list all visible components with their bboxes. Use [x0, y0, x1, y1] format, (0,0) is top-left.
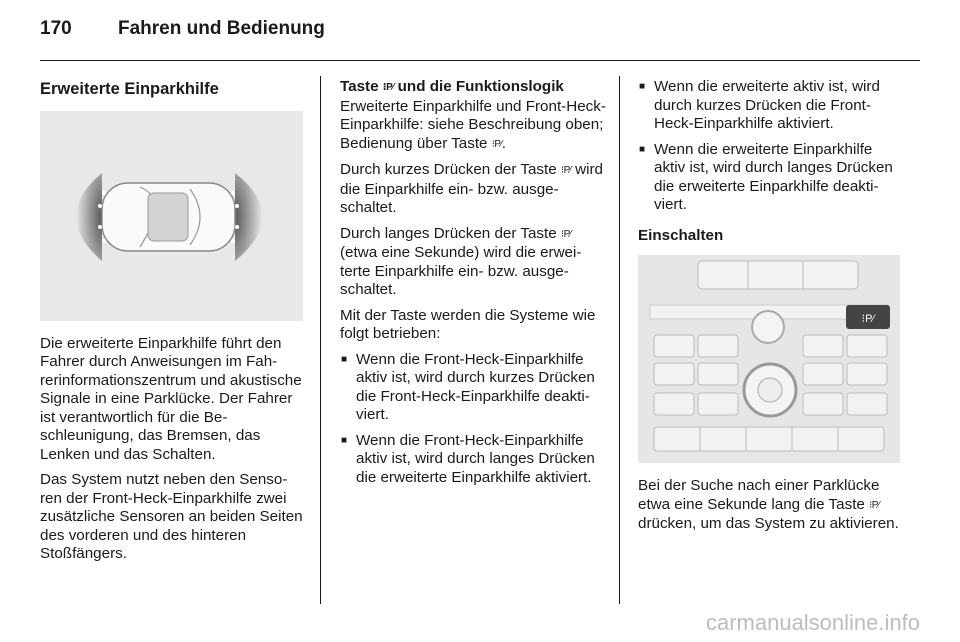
car-top-view-icon: [40, 111, 303, 321]
paragraph: Durch langes Drücken der Taste ⁝P⁄ (etwa eine Sekunde) wird die erweiterte Einparkhilfe ein- bzw. ausgeschaltet.: [340, 224, 582, 298]
paragraph: Mit der Taste werden die Systeme wie folgt betrieben:: [340, 306, 596, 342]
park-assist-icon: ⁝P⁄: [560, 165, 571, 176]
column-2: [340, 78, 606, 494]
header-rule: [40, 60, 920, 61]
subsection-title: Einschalten: [638, 226, 724, 244]
page-number: 170: [40, 18, 72, 39]
column-3: [638, 78, 904, 541]
paragraph: Das System nutzt neben den Sensoren der Front-Heck-Einparkhilfe zwei zusätzliche Sensoren an beiden Seiten des vorderen und des hinteren Stoßfängers.: [40, 471, 303, 562]
column-divider-2: [619, 76, 620, 604]
car-sensor-illustration: [40, 111, 303, 321]
paragraph: Bei der Suche nach einer Parklücke etwa eine Sekunde lang die Taste ⁝P⁄ drücken, um das System zu aktivieren.: [638, 477, 899, 532]
chapter-title: Fahren und Bedienung: [118, 18, 325, 39]
park-assist-icon: ⁝P⁄: [869, 499, 880, 511]
watermark: carmanualsonline.info: [705, 610, 920, 635]
column-1: [40, 78, 303, 571]
center-console-icon: [638, 255, 900, 463]
list-item: ■ Wenn die erweiterte Einparkhilfe aktiv ist, wird durch langes Drücken die erweiterte Einparkhilfe deaktiviert.: [638, 141, 904, 215]
park-assist-icon: ⁝P⁄: [491, 138, 502, 150]
park-assist-icon: ⁝P⁄: [382, 82, 394, 93]
paragraph: Erweiterte Einparkhilfe und Front-Heck-Einparkhilfe: siehe Beschreibung oben; Bedienung über Taste ⁝P⁄.: [340, 98, 606, 155]
section-title: Erweiterte Einparkhilfe: [40, 80, 219, 98]
function-heading: Taste ⁝P⁄ und die Funktionslogik: [340, 78, 606, 98]
list-item: ■ Wenn die Front-Heck-Einparkhilfe aktiv ist, wird durch langes Drücken die erweiterte Einparkhilfe aktiviert.: [340, 432, 606, 488]
paragraph: Durch kurzes Drücken der Taste ⁝P⁄ wird die Einparkhilfe ein- bzw. ausgeschaltet.: [340, 161, 604, 216]
column-divider-1: [320, 76, 321, 604]
park-assist-icon: ⁝P⁄: [861, 313, 875, 325]
paragraph: Die erweiterte Einparkhilfe führt den Fahrer durch Anweisungen im Fahrerinformationszentrum und akustische Signale in eine Parklücke. Der Fahrer ist verantwortlich für die Beschleunigung, das Bremsen, das Lenken und das Schalten.: [40, 334, 302, 463]
control-panel-illustration: [638, 255, 900, 463]
page-header: [40, 18, 920, 48]
list-item: ■ Wenn die erweiterte aktiv ist, wird durch kurzes Drücken die Front-Heck-Einparkhilfe aktiviert.: [638, 78, 904, 134]
park-assist-icon: ⁝P⁄: [560, 228, 571, 240]
list-item: ■ Wenn die Front-Heck-Einparkhilfe aktiv ist, wird durch kurzes Drücken die Front-Heck-Einparkhilfe deaktiviert.: [340, 351, 606, 425]
